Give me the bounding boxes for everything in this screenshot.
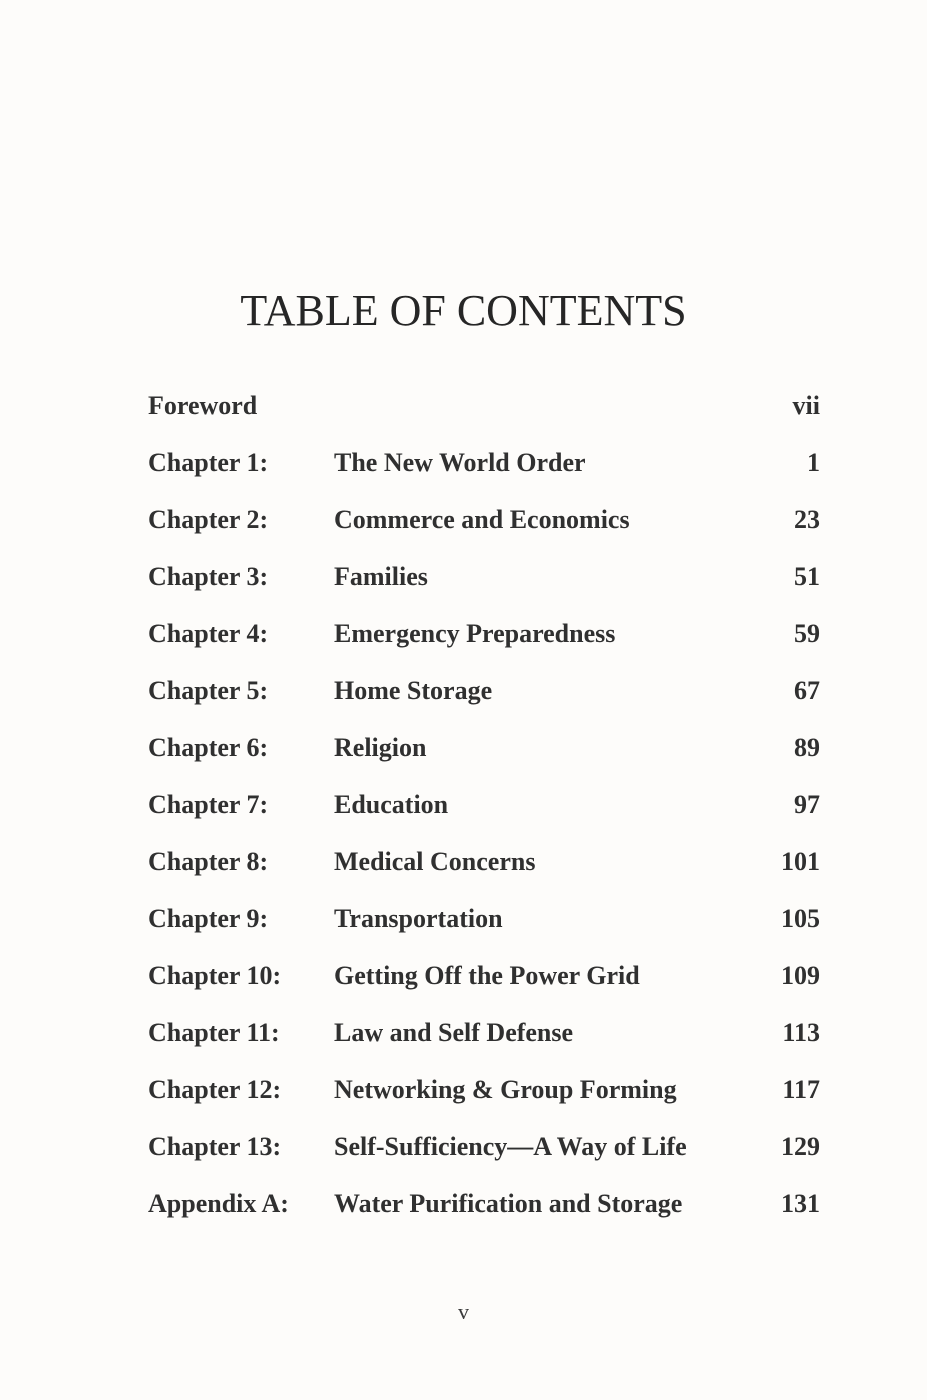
toc-label: Chapter 10: xyxy=(148,961,282,990)
toc-title: Families xyxy=(334,562,428,591)
toc-label: Chapter 4: xyxy=(148,619,269,648)
toc-page-number: 51 xyxy=(794,562,820,591)
toc-row-chapter-6 xyxy=(148,726,820,783)
toc-title: Getting Off the Power Grid xyxy=(334,961,640,990)
toc-page-number: 105 xyxy=(781,904,820,933)
toc-label: Chapter 3: xyxy=(148,562,269,591)
toc-label: Chapter 2: xyxy=(148,505,269,534)
toc-label: Chapter 12: xyxy=(148,1075,282,1104)
toc-row-chapter-1 xyxy=(148,441,820,498)
toc-label: Chapter 8: xyxy=(148,847,269,876)
toc-row-chapter-9 xyxy=(148,897,820,954)
toc-page-number: 67 xyxy=(794,676,820,705)
toc-label: Chapter 1: xyxy=(148,448,269,477)
toc-title: Self-Sufficiency—A Way of Life xyxy=(334,1132,687,1161)
toc-label: Appendix A: xyxy=(148,1189,289,1218)
page-folio: v xyxy=(458,1299,469,1324)
toc-page-number: 129 xyxy=(781,1132,820,1161)
toc-title: Networking & Group Forming xyxy=(334,1075,677,1104)
toc-page-number: 97 xyxy=(794,790,820,819)
toc-page-number: 113 xyxy=(782,1018,820,1047)
toc-page-number: 117 xyxy=(782,1075,820,1104)
toc-row-chapter-10 xyxy=(148,954,820,1011)
toc-row-chapter-2 xyxy=(148,498,820,555)
toc-title: Religion xyxy=(334,733,427,762)
toc-label: Foreword xyxy=(148,391,258,420)
toc-page-number: 89 xyxy=(794,733,820,762)
page-title: TABLE OF CONTENTS xyxy=(240,286,687,335)
toc-page-number: vii xyxy=(792,391,820,420)
toc-row-appendix-a xyxy=(148,1182,820,1239)
toc-row-chapter-5 xyxy=(148,669,820,726)
toc-page-number: 59 xyxy=(794,619,820,648)
toc-title: Medical Concerns xyxy=(334,847,536,876)
toc-label: Chapter 7: xyxy=(148,790,269,819)
toc-label: Chapter 6: xyxy=(148,733,269,762)
toc-label: Chapter 11: xyxy=(148,1018,280,1047)
toc-title: Home Storage xyxy=(334,676,493,705)
toc-title: Emergency Preparedness xyxy=(334,619,616,648)
toc-title: Education xyxy=(334,790,449,819)
toc-row-chapter-4 xyxy=(148,612,820,669)
toc-row-chapter-12 xyxy=(148,1068,820,1125)
toc-page-number: 109 xyxy=(781,961,820,990)
toc-title: The New World Order xyxy=(334,448,586,477)
toc-page-number: 1 xyxy=(807,448,820,477)
toc-label: Chapter 13: xyxy=(148,1132,282,1161)
toc-title: Law and Self Defense xyxy=(334,1018,574,1047)
toc-row-chapter-8 xyxy=(148,840,820,897)
toc-title: Transportation xyxy=(334,904,503,933)
toc-label: Chapter 5: xyxy=(148,676,269,705)
toc-row-chapter-3 xyxy=(148,555,820,612)
toc-row-chapter-11 xyxy=(148,1011,820,1068)
toc-row-chapter-7 xyxy=(148,783,820,840)
toc-list xyxy=(148,384,820,1239)
toc-row-foreword xyxy=(148,384,820,441)
toc-title: Water Purification and Storage xyxy=(334,1189,683,1218)
toc-page-number: 101 xyxy=(781,847,820,876)
toc-page-number: 23 xyxy=(794,505,820,534)
toc-page-number: 131 xyxy=(781,1189,820,1218)
toc-row-chapter-13 xyxy=(148,1125,820,1182)
toc-title: Commerce and Economics xyxy=(334,505,630,534)
toc-label: Chapter 9: xyxy=(148,904,269,933)
